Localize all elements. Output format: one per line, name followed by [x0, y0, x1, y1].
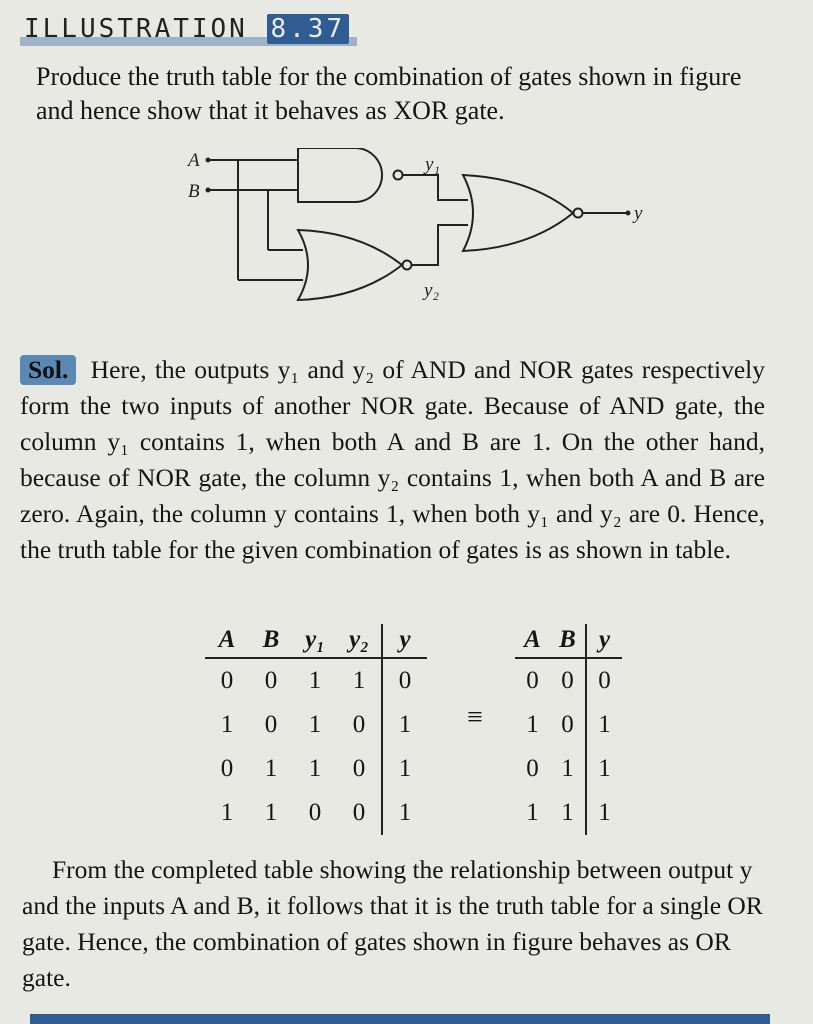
table-cell: 0	[264, 667, 278, 694]
solution-text: Here, the outputs y₁ and y₂ of AND and NOR gates respectively form the two inputs of another NOR gate. Because of AND gate, the column y₁ contains 1, when both A and B are 1. On the other hand, because of NOR gate, the column y₂ contains 1, when both A and B are zero. Again, the column y contains 1, when both y₁ and y₂ are 0. Hence, the truth table for the given combination of gates is as shown in table.	[20, 355, 765, 564]
table-row	[515, 747, 622, 791]
solution-badge: Sol.	[20, 355, 76, 385]
table-cell: 1	[526, 799, 539, 826]
table-cell: 0	[220, 755, 234, 782]
table-header: y	[382, 624, 427, 658]
label-b: B	[188, 181, 200, 202]
equivalence-symbol: ≡	[467, 702, 483, 733]
table-cell: 0	[220, 667, 234, 694]
table-cell: 0	[382, 658, 427, 703]
table-cell: 1	[308, 711, 322, 738]
table-cell: 0	[352, 755, 366, 782]
table-cell: 0	[561, 711, 574, 738]
page-bottom-bar	[30, 1014, 770, 1024]
table-header: B	[249, 624, 293, 658]
nor-gate-lower	[298, 230, 402, 300]
label-y: y	[634, 203, 643, 224]
table-cell: 0	[352, 799, 366, 826]
table-row	[205, 791, 427, 835]
table-cell: 0	[526, 667, 539, 694]
solution-paragraph	[20, 352, 765, 568]
table-cell: 1	[586, 703, 622, 747]
question-text: Produce the truth table for the combination of gates shown in figure and hence show that it behaves as XOR gate.	[36, 62, 742, 125]
table-row	[515, 791, 622, 835]
table-row	[205, 747, 427, 791]
table-row	[205, 658, 427, 703]
table-header: A	[205, 624, 249, 658]
table-cell: 0	[561, 667, 574, 694]
label-y1: y₁	[425, 154, 441, 175]
table-cell: 1	[352, 667, 366, 694]
table-cell: 0	[308, 799, 322, 826]
truth-table-full	[205, 624, 427, 835]
table-cell: 1	[526, 711, 539, 738]
nor-gate-final	[463, 175, 573, 251]
input-a-terminal	[206, 158, 211, 163]
table-header: y	[586, 624, 622, 658]
table-header-row	[205, 624, 427, 658]
and-gate	[298, 148, 382, 202]
truth-table-reduced	[515, 624, 622, 835]
table-cell: 1	[264, 799, 278, 826]
table-cell: 1	[308, 755, 322, 782]
table-header-row	[515, 624, 622, 658]
heading-number: 8.37	[267, 14, 350, 44]
table-row	[515, 658, 622, 703]
heading-label: ILLUSTRATION 8.37	[20, 12, 357, 46]
table-header: y₁	[293, 624, 337, 658]
table-cell: 1	[308, 667, 322, 694]
illustration-heading	[20, 12, 357, 46]
table-cell: 1	[382, 791, 427, 835]
table-cell: 1	[382, 703, 427, 747]
table-cell: 0	[586, 658, 622, 703]
table-cell: 0	[352, 711, 366, 738]
table-header: A	[515, 624, 550, 658]
nor-gate-final-bubble	[574, 209, 583, 218]
output-terminal	[626, 211, 631, 216]
table-cell: 1	[586, 791, 622, 835]
table-cell: 1	[264, 755, 278, 782]
table-row	[205, 703, 427, 747]
logic-circuit-diagram	[170, 148, 660, 318]
table-cell: 1	[382, 747, 427, 791]
table-header: y₂	[337, 624, 382, 658]
table-cell: 1	[561, 755, 574, 782]
table-cell: 1	[586, 747, 622, 791]
label-a: A	[188, 150, 200, 171]
table-cell: 1	[220, 799, 234, 826]
conclusion-paragraph: From the completed table showing the relationship between output y and the inputs A and B, it follows that it is the truth table for a single OR gate. Hence, the combination of gates shown in figure behaves as OR gate.	[22, 855, 763, 992]
and-gate-bubble	[394, 171, 403, 180]
table-cell: 1	[220, 711, 234, 738]
label-y2: y₂	[424, 280, 440, 301]
table-row	[515, 703, 622, 747]
table-header: B	[550, 624, 586, 658]
nor-gate-lower-bubble	[403, 261, 412, 270]
table-cell: 0	[526, 755, 539, 782]
table-cell: 0	[264, 711, 278, 738]
input-b-terminal	[206, 188, 211, 193]
table-cell: 1	[561, 799, 574, 826]
